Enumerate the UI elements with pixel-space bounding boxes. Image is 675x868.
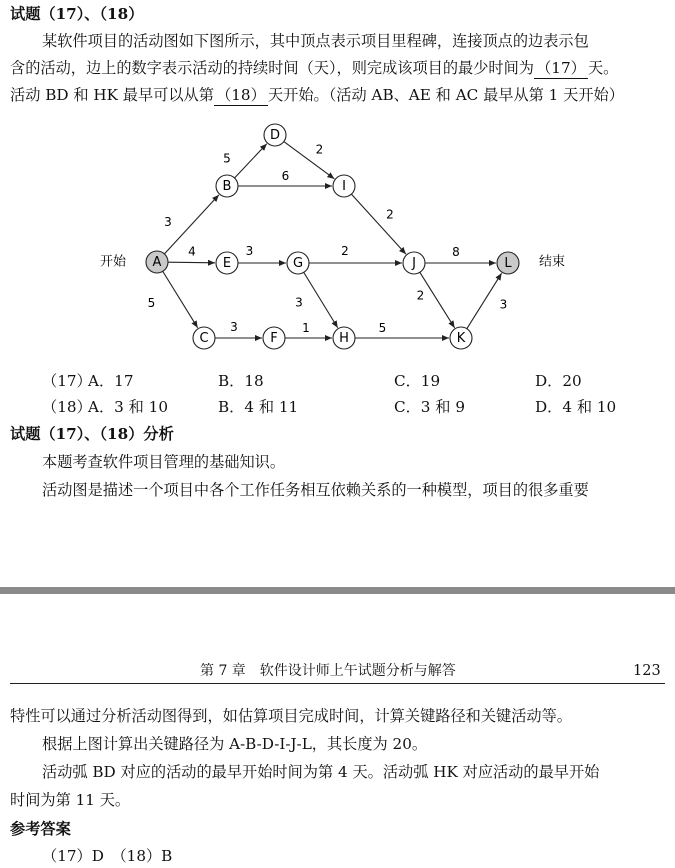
edge-weight-GJ: 2 — [341, 244, 349, 258]
edge-BD — [235, 144, 267, 178]
node-label-K: K — [456, 331, 466, 346]
edge-weight-JL: 8 — [452, 245, 460, 259]
edge-weight-EG: 3 — [245, 244, 254, 258]
edge-AE — [168, 262, 215, 263]
edge-weight-BD: 5 — [223, 151, 231, 166]
analysis-p1: 本题考查软件项目管理的基础知识。 — [42, 453, 285, 471]
node-D — [264, 124, 286, 146]
edge-KL — [467, 273, 502, 329]
continued-line-4: 时间为第 11 天。 — [10, 791, 131, 809]
node-label-J: J — [412, 256, 416, 271]
edge-weight-HK: 5 — [378, 321, 387, 335]
edge-weight-IJ: 2 — [386, 207, 394, 222]
edge-weight-BI: 6 — [281, 169, 290, 183]
edge-IJ — [351, 194, 406, 254]
edge-weight-KL: 3 — [499, 297, 508, 312]
question-line-2-end: 天。 — [587, 59, 619, 77]
question-line-3-text: 活动 BD 和 HK 最早可以从第 — [10, 86, 214, 104]
option-18-num: （18） — [42, 398, 92, 416]
node-G — [287, 252, 309, 274]
option-17-c: C．19 — [394, 372, 441, 390]
node-F — [263, 327, 285, 349]
start-label: 开始 — [99, 254, 127, 270]
blank-18: （18） — [214, 85, 268, 106]
node-I — [333, 175, 355, 197]
option-17-b: B．18 — [218, 372, 264, 390]
node-label-G: G — [292, 256, 304, 271]
question-title: 试题（17）、（18） — [10, 5, 144, 23]
header-rule — [10, 683, 665, 684]
analysis-title: 试题（17）、（18）分析 — [10, 425, 174, 443]
edge-weight-DI: 2 — [315, 142, 324, 157]
option-17-num: （17） — [42, 372, 92, 390]
option-17-d: D．20 — [535, 372, 582, 390]
node-A — [146, 251, 168, 273]
edge-DI — [284, 142, 335, 179]
node-E — [216, 252, 238, 274]
node-K — [450, 327, 472, 349]
answer-title: 参考答案 — [10, 820, 71, 838]
end-label: 结束 — [538, 254, 566, 270]
node-label-C: C — [199, 331, 209, 346]
node-label-L: L — [504, 256, 512, 271]
question-line-1: 某软件项目的活动图如下图所示，其中顶点表示项目里程碑，连接顶点的边表示包 — [42, 32, 589, 50]
node-label-D: D — [269, 128, 281, 143]
node-J — [403, 252, 425, 274]
continued-line-1: 特性可以通过分析活动图得到，如估算项目完成时间，计算关键路径和关键活动等。 — [10, 707, 572, 725]
analysis-p2: 活动图是描述一个项目中各个工作任务相互依赖关系的一种模型，项目的很多重要 — [42, 481, 589, 499]
blank-17: （17） — [534, 58, 588, 79]
edge-weight-GH: 3 — [295, 295, 303, 310]
edge-weight-AB: 3 — [164, 215, 172, 229]
node-label-I: I — [342, 179, 346, 194]
node-label-A: A — [152, 255, 162, 270]
edge-weight-FH: 1 — [302, 321, 310, 335]
edge-weight-CF: 3 — [230, 320, 238, 334]
node-label-B: B — [222, 179, 232, 194]
node-B — [216, 175, 238, 197]
option-18-c: C．3 和 9 — [394, 398, 465, 416]
edge-weight-JK: 2 — [416, 288, 425, 303]
node-L — [497, 252, 519, 274]
answer-text: （17）D （18）B — [42, 847, 173, 865]
question-line-3-end: 天开始。（活动 AB、AE 和 AC 最早从第 1 天开始） — [267, 86, 624, 104]
option-18-b: B．4 和 11 — [218, 398, 299, 416]
option-18-d: D．4 和 10 — [535, 398, 617, 416]
node-C — [193, 327, 215, 349]
edge-weight-AE: 4 — [188, 244, 196, 259]
edge-AC — [163, 271, 198, 327]
edge-weight-AC: 5 — [147, 296, 156, 310]
chapter-header: 第 7 章 软件设计师上午试题分析与解答 — [200, 663, 456, 679]
edge-GH — [304, 272, 338, 327]
page-break — [0, 587, 675, 594]
node-H — [333, 327, 355, 349]
node-label-F: F — [270, 331, 278, 346]
edge-JK — [420, 272, 455, 328]
page-number: 123 — [633, 663, 661, 679]
option-17-a: A．17 — [88, 372, 134, 390]
question-line-2-text: 含的活动，边上的数字表示活动的持续时间（天），则完成该项目的最少时间为 — [10, 59, 534, 77]
node-label-E: E — [222, 256, 232, 271]
continued-line-2: 根据上图计算出关键路径为 A-B-D-I-J-L，其长度为 20。 — [42, 735, 428, 753]
node-label-H: H — [339, 331, 349, 346]
option-18-a: A．3 和 10 — [88, 398, 168, 416]
continued-line-3: 活动弧 BD 对应的活动的最早开始时间为第 4 天。活动弧 HK 对应活动的最早开始 — [42, 763, 600, 781]
